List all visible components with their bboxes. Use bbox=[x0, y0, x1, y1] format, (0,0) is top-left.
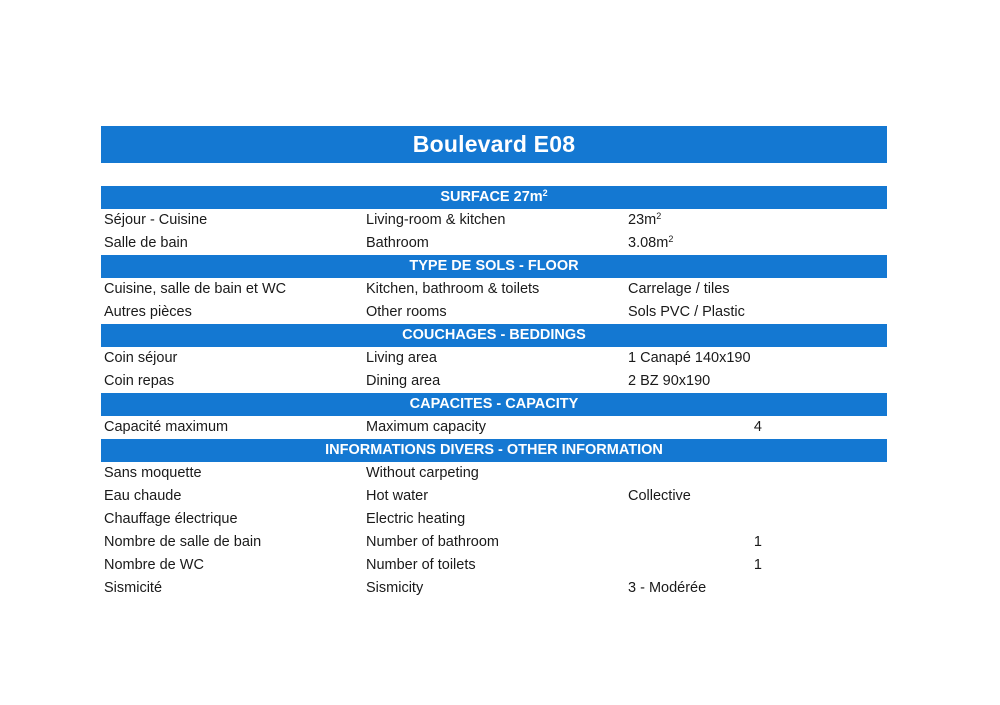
label-en: Bathroom bbox=[366, 235, 429, 251]
value-cell bbox=[628, 209, 661, 232]
label-fr: Nombre de WC bbox=[104, 557, 204, 573]
label-fr: Autres pièces bbox=[104, 304, 192, 320]
value-text: 3 - Modérée bbox=[628, 580, 707, 596]
table-row bbox=[101, 232, 887, 255]
label-en: Number of toilets bbox=[366, 557, 476, 573]
table-row bbox=[101, 416, 887, 439]
value-superscript: 2 bbox=[668, 234, 674, 244]
value-text: 23m bbox=[628, 212, 657, 228]
section-header-label: SURFACE 27m bbox=[440, 189, 543, 205]
value-text: 1 Canapé 140x190 bbox=[628, 350, 751, 366]
section-header-beddings: COUCHAGES - BEDDINGS bbox=[101, 324, 887, 347]
table-row bbox=[101, 301, 887, 324]
label-fr: Coin séjour bbox=[104, 350, 178, 366]
value-cell bbox=[628, 232, 673, 255]
label-en: Kitchen, bathroom & toilets bbox=[366, 281, 540, 297]
label-fr: Cuisine, salle de bain et WC bbox=[104, 281, 287, 297]
label-en: Without carpeting bbox=[366, 465, 479, 481]
label-fr: Sismicité bbox=[104, 580, 163, 596]
label-fr: Capacité maximum bbox=[104, 419, 229, 435]
label-en: Electric heating bbox=[366, 511, 466, 527]
value-number: 4 bbox=[753, 419, 762, 435]
label-en: Maximum capacity bbox=[366, 419, 487, 435]
label-en: Other rooms bbox=[366, 304, 447, 320]
section-header-superscript: 2 bbox=[542, 188, 548, 198]
value-number: 1 bbox=[753, 557, 762, 573]
label-fr: Coin repas bbox=[104, 373, 175, 389]
title-spacer bbox=[101, 163, 887, 186]
value-text: Sols PVC / Plastic bbox=[628, 304, 745, 320]
value-text: 3.08m bbox=[628, 235, 669, 251]
table-row bbox=[101, 485, 887, 508]
label-en: Number of bathroom bbox=[366, 534, 499, 550]
label-en: Sismicity bbox=[366, 580, 424, 596]
table-row bbox=[101, 554, 887, 577]
label-fr: Eau chaude bbox=[104, 488, 182, 504]
table-row bbox=[101, 370, 887, 393]
section-header-other-information: INFORMATIONS DIVERS - OTHER INFORMATION bbox=[101, 439, 887, 462]
table-row bbox=[101, 209, 887, 232]
label-fr: Nombre de salle de bain bbox=[104, 534, 262, 550]
table-row bbox=[101, 577, 887, 600]
label-fr: Salle de bain bbox=[104, 235, 188, 251]
section-header-surface bbox=[101, 186, 887, 209]
section-header-capacity: CAPACITES - CAPACITY bbox=[101, 393, 887, 416]
page-title: Boulevard E08 bbox=[101, 126, 887, 163]
table-row bbox=[101, 462, 887, 485]
value-number: 1 bbox=[753, 534, 762, 550]
property-sheet bbox=[101, 126, 887, 600]
table-row bbox=[101, 508, 887, 531]
value-text: Carrelage / tiles bbox=[628, 281, 730, 297]
label-en: Living-room & kitchen bbox=[366, 212, 506, 228]
section-header-floor: TYPE DE SOLS - FLOOR bbox=[101, 255, 887, 278]
label-en: Hot water bbox=[366, 488, 429, 504]
value-text: Collective bbox=[628, 488, 691, 504]
label-fr: Chauffage électrique bbox=[104, 511, 238, 527]
label-en: Dining area bbox=[366, 373, 441, 389]
value-superscript: 2 bbox=[656, 211, 662, 221]
label-fr: Séjour - Cuisine bbox=[104, 212, 208, 228]
table-row bbox=[101, 347, 887, 370]
table-row bbox=[101, 278, 887, 301]
label-fr: Sans moquette bbox=[104, 465, 202, 481]
table-row bbox=[101, 531, 887, 554]
value-text: 2 BZ 90x190 bbox=[628, 373, 711, 389]
label-en: Living area bbox=[366, 350, 437, 366]
